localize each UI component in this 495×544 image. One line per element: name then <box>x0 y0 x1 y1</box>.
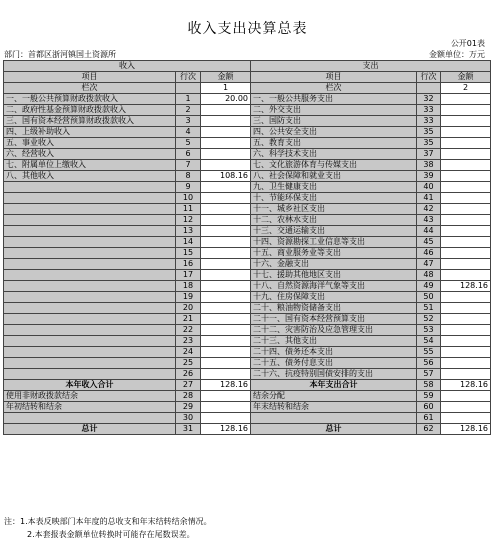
income-amount <box>201 336 251 347</box>
row-no: 23 <box>176 336 201 347</box>
row-no: 14 <box>176 237 201 248</box>
table-row <box>4 149 491 160</box>
row-no: 39 <box>417 171 441 182</box>
row-no: 2 <box>176 105 201 116</box>
table-row <box>4 171 491 182</box>
expense-item: 二十、粮油物资储备支出 <box>251 303 417 314</box>
income-item <box>4 204 176 215</box>
income-amount <box>201 127 251 138</box>
income-amount <box>201 270 251 281</box>
row-no: 22 <box>176 325 201 336</box>
row-no: 24 <box>176 347 201 358</box>
row-no-header: 行次 <box>417 72 441 83</box>
row-no: 41 <box>417 193 441 204</box>
expense-amount: 128.16 <box>441 281 491 292</box>
note-1: 注：1.本表反映部门本年度的总收支和年末结转结余情况。 <box>4 517 212 526</box>
income-item <box>4 259 176 270</box>
expense-item: 十、节能环保支出 <box>251 193 417 204</box>
row-no: 33 <box>417 116 441 127</box>
table-row <box>4 193 491 204</box>
expense-amount <box>441 259 491 270</box>
row-no: 35 <box>417 138 441 149</box>
income-item: 四、上级补助收入 <box>4 127 176 138</box>
income-item <box>4 182 176 193</box>
expense-item: 七、文化旅游体育与传媒支出 <box>251 160 417 171</box>
income-item <box>4 369 176 380</box>
amount-header: 金额 <box>201 72 251 83</box>
row-no: 16 <box>176 259 201 270</box>
expense-item: 十九、住房保障支出 <box>251 292 417 303</box>
table-row <box>4 116 491 127</box>
income-amount <box>201 204 251 215</box>
expense-item: 十一、城乡社区支出 <box>251 204 417 215</box>
row-no: 5 <box>176 138 201 149</box>
row-no: 60 <box>417 402 441 413</box>
income-amount <box>201 314 251 325</box>
expense-amount <box>441 270 491 281</box>
expense-amount <box>441 138 491 149</box>
expense-total-amount: 128.16 <box>441 380 491 391</box>
income-item <box>4 303 176 314</box>
row-no: 44 <box>417 226 441 237</box>
expense-amount <box>441 215 491 226</box>
income-item <box>4 226 176 237</box>
expense-amount <box>441 314 491 325</box>
expense-item: 十七、援助其他地区支出 <box>251 270 417 281</box>
row-no: 62 <box>417 424 441 435</box>
income-amount <box>201 237 251 248</box>
income-item <box>4 314 176 325</box>
row-no: 12 <box>176 215 201 226</box>
row-no: 46 <box>417 248 441 259</box>
row-no: 11 <box>176 204 201 215</box>
expense-item: 十二、农林水支出 <box>251 215 417 226</box>
income-amount <box>201 105 251 116</box>
row-no: 40 <box>417 182 441 193</box>
expense-amount <box>441 160 491 171</box>
department-label: 部门：首都区浙河镇国土资源所 <box>4 50 116 59</box>
row-no: 7 <box>176 160 201 171</box>
row-no: 45 <box>417 237 441 248</box>
grand-total-amount: 128.16 <box>201 424 251 435</box>
expense-item: 十六、金融支出 <box>251 259 417 270</box>
expense-item: 十四、资源勘探工业信息等支出 <box>251 237 417 248</box>
income-amount <box>201 149 251 160</box>
income-item <box>4 237 176 248</box>
income-item <box>4 336 176 347</box>
expense-amount <box>441 193 491 204</box>
expense-item: 二十四、债务还本支出 <box>251 347 417 358</box>
income-amount <box>201 138 251 149</box>
row-no: 8 <box>176 171 201 182</box>
row-no: 29 <box>176 402 201 413</box>
expense-item: 二十二、灾害防治及应急管理支出 <box>251 325 417 336</box>
unit-label: 金额单位：万元 <box>429 50 485 59</box>
income-item: 二、政府性基金预算财政拨款收入 <box>4 105 176 116</box>
income-item: 五、事业收入 <box>4 138 176 149</box>
row-no: 47 <box>417 259 441 270</box>
row-no: 54 <box>417 336 441 347</box>
expense-amount <box>441 292 491 303</box>
amount-header: 金额 <box>441 72 491 83</box>
income-item <box>4 292 176 303</box>
item-header: 项目 <box>251 72 417 83</box>
expense-amount <box>441 94 491 105</box>
table-row <box>4 303 491 314</box>
expense-amount <box>441 325 491 336</box>
table-row <box>4 325 491 336</box>
table-row <box>4 215 491 226</box>
row-no: 37 <box>417 149 441 160</box>
expense-amount <box>441 347 491 358</box>
table-row <box>4 336 491 347</box>
expense-header: 支出 <box>251 61 491 72</box>
income-amount <box>201 226 251 237</box>
income-item <box>4 347 176 358</box>
expense-amount <box>441 248 491 259</box>
income-item <box>4 215 176 226</box>
row-no: 61 <box>417 413 441 424</box>
row-no: 59 <box>417 391 441 402</box>
row-no-header: 行次 <box>176 72 201 83</box>
row-no: 13 <box>176 226 201 237</box>
expense-item: 十五、商业服务业等支出 <box>251 248 417 259</box>
income-amount <box>201 215 251 226</box>
row-no: 18 <box>176 281 201 292</box>
row-no: 55 <box>417 347 441 358</box>
row-no: 27 <box>176 380 201 391</box>
income-item: 六、经营收入 <box>4 149 176 160</box>
row-no: 1 <box>176 94 201 105</box>
expense-total-label: 本年支出合计 <box>251 380 417 391</box>
income-item <box>4 193 176 204</box>
expense-item: 二十六、抗疫特别国债安排的支出 <box>251 369 417 380</box>
income-amount <box>201 369 251 380</box>
summary-table <box>3 60 491 435</box>
table-row <box>4 127 491 138</box>
row-no: 50 <box>417 292 441 303</box>
row-no: 15 <box>176 248 201 259</box>
form-code: 公开01表 <box>450 39 485 48</box>
expense-amount <box>441 127 491 138</box>
expense-item: 一、一般公共服务支出 <box>251 94 417 105</box>
table-row <box>4 314 491 325</box>
table-row <box>4 270 491 281</box>
expense-item: 五、教育支出 <box>251 138 417 149</box>
income-item: 八、其他收入 <box>4 171 176 182</box>
expense-amount <box>441 105 491 116</box>
row-no: 56 <box>417 358 441 369</box>
income-amount: 108.16 <box>201 171 251 182</box>
income-amount <box>201 325 251 336</box>
income-amount <box>201 292 251 303</box>
row-no: 4 <box>176 127 201 138</box>
column-no-label: 栏次 <box>251 83 417 94</box>
row-no: 43 <box>417 215 441 226</box>
note-2: 2.本套报表金额单位转换时可能存在尾数误差。 <box>27 530 195 539</box>
expense-item: 十三、交通运输支出 <box>251 226 417 237</box>
expense-amount <box>441 369 491 380</box>
expense-item: 六、科学技术支出 <box>251 149 417 160</box>
expense-item: 二十五、债务付息支出 <box>251 358 417 369</box>
grand-total-amount: 128.16 <box>441 424 491 435</box>
row-no: 49 <box>417 281 441 292</box>
table-row <box>4 281 491 292</box>
row-no: 17 <box>176 270 201 281</box>
row-no: 58 <box>417 380 441 391</box>
begin-balance-label: 年初结转和结余 <box>4 402 176 413</box>
grand-total-label: 总计 <box>4 424 176 435</box>
column-no-1: 1 <box>201 83 251 94</box>
table-row <box>4 358 491 369</box>
income-total-label: 本年收入合计 <box>4 380 176 391</box>
row-no: 6 <box>176 149 201 160</box>
income-amount <box>201 248 251 259</box>
income-item <box>4 325 176 336</box>
table-row <box>4 259 491 270</box>
row-no: 30 <box>176 413 201 424</box>
income-item: 一、一般公共预算财政拨款收入 <box>4 94 176 105</box>
row-no: 19 <box>176 292 201 303</box>
expense-amount <box>441 226 491 237</box>
expense-amount <box>441 149 491 160</box>
expense-amount <box>441 171 491 182</box>
income-total-amount: 128.16 <box>201 380 251 391</box>
row-no: 32 <box>417 94 441 105</box>
footnotes <box>4 515 212 541</box>
income-amount <box>201 358 251 369</box>
income-item: 七、附属单位上缴收入 <box>4 160 176 171</box>
table-row <box>4 226 491 237</box>
table-row <box>4 369 491 380</box>
page-title: 收入支出决算总表 <box>187 21 308 37</box>
row-no: 53 <box>417 325 441 336</box>
row-no: 31 <box>176 424 201 435</box>
row-no: 20 <box>176 303 201 314</box>
row-no: 35 <box>417 127 441 138</box>
income-amount <box>201 193 251 204</box>
row-no: 21 <box>176 314 201 325</box>
row-no: 33 <box>417 105 441 116</box>
row-no: 38 <box>417 160 441 171</box>
expense-item: 三、国防支出 <box>251 116 417 127</box>
row-no: 48 <box>417 270 441 281</box>
income-item <box>4 358 176 369</box>
income-amount <box>201 347 251 358</box>
end-balance-label: 年末结转和结余 <box>251 402 417 413</box>
expense-amount <box>441 204 491 215</box>
row-no: 25 <box>176 358 201 369</box>
row-no: 57 <box>417 369 441 380</box>
income-item <box>4 248 176 259</box>
expense-amount <box>441 237 491 248</box>
grand-total-label: 总计 <box>251 424 417 435</box>
table-row <box>4 204 491 215</box>
row-no: 52 <box>417 314 441 325</box>
row-no: 28 <box>176 391 201 402</box>
table-row <box>4 160 491 171</box>
table-row <box>4 182 491 193</box>
expense-item: 四、公共安全支出 <box>251 127 417 138</box>
income-amount <box>201 259 251 270</box>
table-row <box>4 138 491 149</box>
expense-item: 二十一、国有资本经营预算支出 <box>251 314 417 325</box>
income-item <box>4 270 176 281</box>
distribution-label: 结余分配 <box>251 391 417 402</box>
expense-item: 二十三、其他支出 <box>251 336 417 347</box>
expense-amount <box>441 182 491 193</box>
table-row <box>4 105 491 116</box>
table-row <box>4 248 491 259</box>
column-no-2: 2 <box>441 83 491 94</box>
row-no: 3 <box>176 116 201 127</box>
expense-amount <box>441 358 491 369</box>
income-amount: 20.00 <box>201 94 251 105</box>
income-amount <box>201 160 251 171</box>
income-header: 收入 <box>4 61 251 72</box>
income-amount <box>201 303 251 314</box>
row-no: 9 <box>176 182 201 193</box>
expense-amount <box>441 336 491 347</box>
table-row <box>4 347 491 358</box>
table-row <box>4 292 491 303</box>
expense-item: 九、卫生健康支出 <box>251 182 417 193</box>
expense-item: 十八、自然资源海洋气象等支出 <box>251 281 417 292</box>
table-row <box>4 94 491 105</box>
row-no: 42 <box>417 204 441 215</box>
expense-amount <box>441 303 491 314</box>
table-row <box>4 237 491 248</box>
income-item: 三、国有资本经营预算财政拨款收入 <box>4 116 176 127</box>
use-reserve-label: 使用非财政拨款结余 <box>4 391 176 402</box>
income-item <box>4 281 176 292</box>
expense-item: 八、社会保障和就业支出 <box>251 171 417 182</box>
expense-item: 二、外交支出 <box>251 105 417 116</box>
row-no: 51 <box>417 303 441 314</box>
expense-amount <box>441 116 491 127</box>
row-no: 26 <box>176 369 201 380</box>
income-amount <box>201 281 251 292</box>
row-no: 10 <box>176 193 201 204</box>
column-no-label: 栏次 <box>4 83 176 94</box>
income-amount <box>201 182 251 193</box>
income-amount <box>201 116 251 127</box>
item-header: 项目 <box>4 72 176 83</box>
